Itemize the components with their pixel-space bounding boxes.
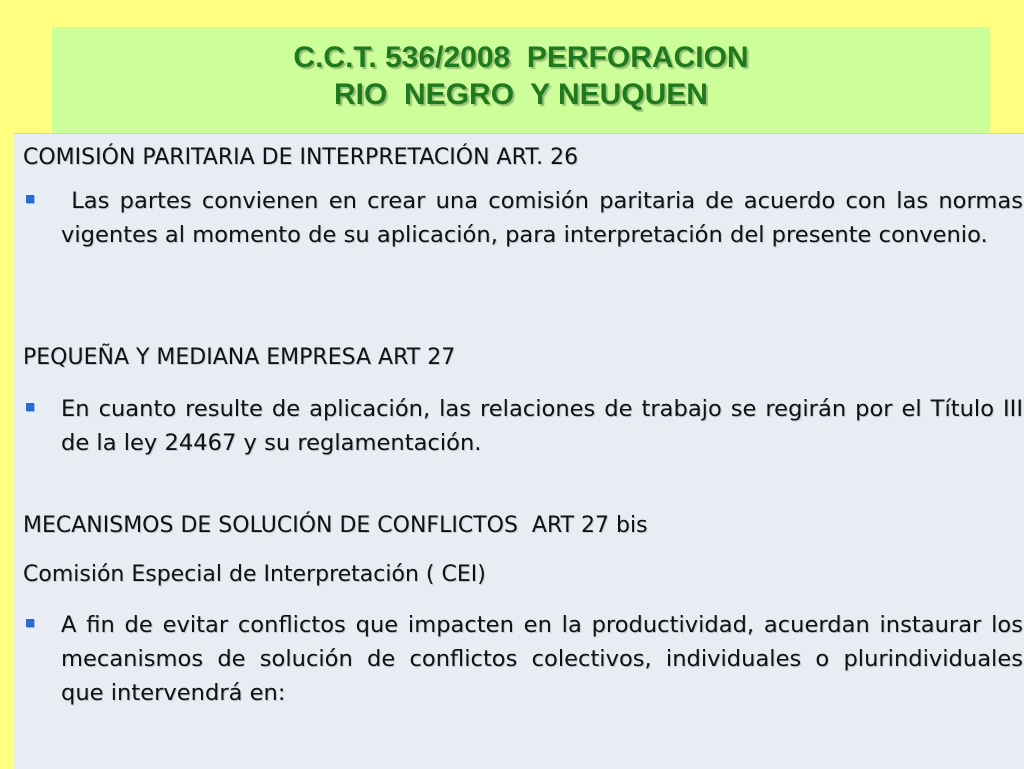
bullet-item-art-27-bis: [23, 608, 1023, 710]
slide-title-line-1: C.C.T. 536/2008 PERFORACION: [293, 41, 749, 74]
section-heading-art-27: PEQUEÑA Y MEDIANA EMPRESA ART 27: [23, 345, 456, 370]
square-bullet-icon: [26, 619, 34, 627]
bullet-text-art-26: Las partes convienen en crear una comisión paritaria de acuerdo con las normas vigentes al momento de su aplicación, para interpretación del presente convenio.: [61, 188, 1024, 248]
section-heading-art-26: COMISIÓN PARITARIA DE INTERPRETACIÓN ART. 26: [23, 145, 579, 170]
square-bullet-icon: [26, 195, 34, 203]
bullet-item-art-27: [23, 392, 1023, 460]
slide-title-line-2: RIO NEGRO Y NEUQUEN: [334, 78, 708, 111]
section-subheading-cei: Comisión Especial de Interpretación ( CEI): [23, 562, 486, 587]
title-banner: [52, 27, 990, 133]
content-panel: [14, 133, 1024, 769]
bullet-text-art-27-bis: A fin de evitar conflictos que impacten en la productividad, acuerdan instaurar los mecanismos de solución de conflictos colectivos, individuales o plurindividuales que intervendrá en:: [61, 612, 1023, 706]
square-bullet-icon: [26, 403, 34, 411]
section-heading-art-27-bis: MECANISMOS DE SOLUCIÓN DE CONFLICTOS ART 27 bis: [23, 513, 648, 538]
bullet-text-art-27: En cuanto resulte de aplicación, las relaciones de trabajo se regirán por el Título III de la ley 24467 y su reglamentación.: [61, 396, 1023, 456]
bullet-item-art-26: [23, 184, 1023, 252]
